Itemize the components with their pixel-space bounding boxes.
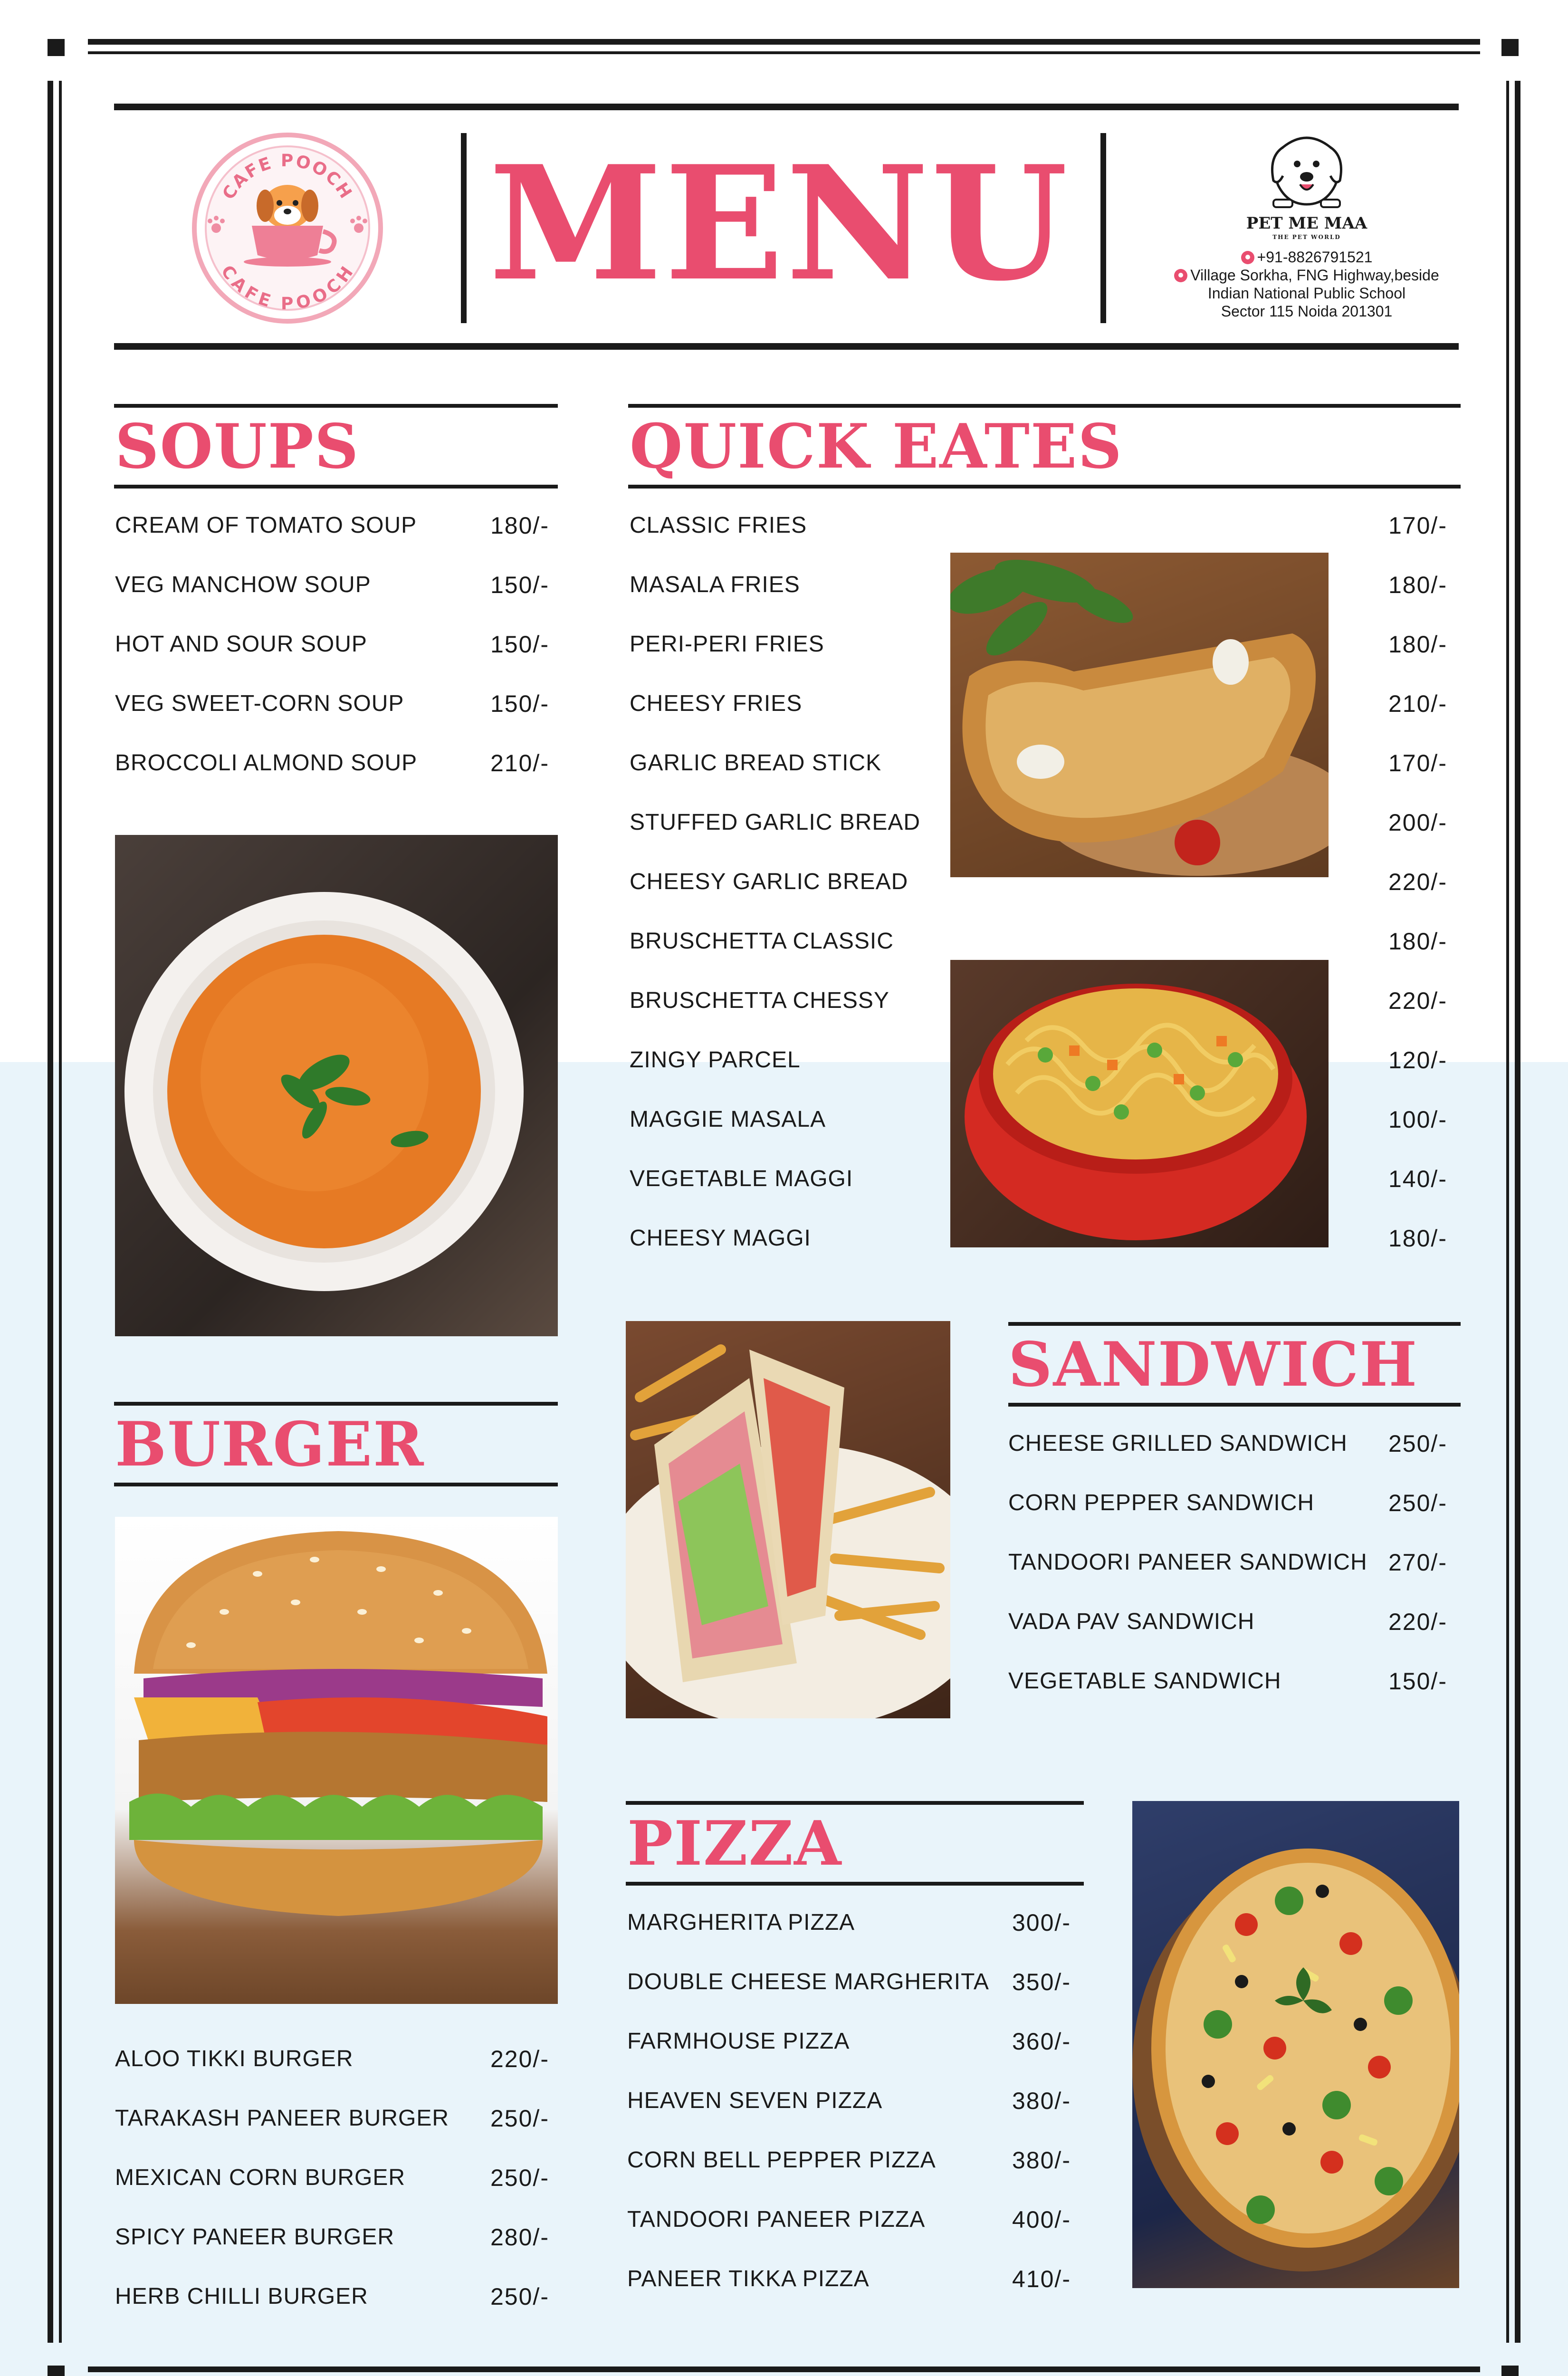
menu-item-price: 180/-	[490, 512, 549, 539]
corner-square	[1501, 2366, 1519, 2376]
menu-item-price: 250/-	[490, 2105, 549, 2132]
menu-item-name: MEXICAN CORN BURGER	[115, 2165, 406, 2190]
menu-item-price: 380/-	[1012, 2147, 1071, 2174]
menu-item-price: 400/-	[1012, 2206, 1071, 2233]
soups-title: SOUPS	[115, 411, 360, 482]
section-rule	[114, 485, 558, 489]
header-divider	[461, 133, 467, 323]
logo-text-bottom: CAFE POOCH	[217, 261, 358, 314]
garlic-bread-photo	[950, 553, 1329, 877]
menu-item-price: 180/-	[1388, 1225, 1447, 1252]
address-line	[1140, 266, 1473, 284]
menu-item-name: HERB CHILLI BURGER	[115, 2284, 368, 2309]
menu-item-price: 350/-	[1012, 1969, 1071, 1995]
menu-item-price: 120/-	[1388, 1047, 1447, 1073]
menu-item-name: TARAKASH PANEER BURGER	[115, 2106, 449, 2131]
address-line-2: Indian National Public School	[1207, 285, 1406, 302]
menu-item-price: 250/-	[490, 2165, 549, 2191]
section-rule	[628, 485, 1461, 489]
menu-item-name: GARLIC BREAD STICK	[630, 750, 882, 776]
menu-item-price: 180/-	[1388, 928, 1447, 955]
address-line-1: Village Sorkha, FNG Highway,beside	[1190, 267, 1439, 284]
corner-square	[48, 2366, 65, 2376]
quick-eates-title: QUICK EATES	[630, 411, 1123, 482]
frame-left-line	[59, 81, 62, 2343]
menu-item-name: VEGETABLE SANDWICH	[1008, 1668, 1281, 1694]
menu-title: MENU	[488, 131, 1070, 316]
menu-item-price: 250/-	[490, 2283, 549, 2310]
menu-item-name: SPICY PANEER BURGER	[115, 2224, 395, 2250]
burger-title: BURGER	[115, 1409, 425, 1480]
menu-item-name: PERI-PERI FRIES	[630, 632, 824, 657]
header-top-rule	[114, 104, 1459, 110]
menu-item-price: 220/-	[1388, 987, 1447, 1014]
phone-line	[1140, 248, 1473, 266]
menu-item-price: 180/-	[1388, 572, 1447, 598]
menu-item-name: CLASSIC FRIES	[630, 513, 807, 538]
menu-item-name: TANDOORI PANEER PIZZA	[627, 2207, 926, 2232]
partner-contact	[1140, 128, 1473, 320]
section-rule	[626, 1882, 1084, 1886]
pizza-photo	[1132, 1801, 1459, 2288]
menu-item-name: VEGETABLE MAGGI	[630, 1166, 853, 1191]
frame-top-line	[88, 51, 1480, 54]
header-bottom-rule	[114, 343, 1459, 350]
frame-top-line	[88, 39, 1480, 45]
partner-name: PET ME MAA	[1246, 214, 1367, 233]
maggi-photo	[950, 960, 1329, 1247]
menu-item-price: 250/-	[1388, 1430, 1447, 1457]
menu-item-name: CHEESY MAGGI	[630, 1226, 811, 1251]
frame-right-line	[1506, 81, 1509, 2343]
address-line-3: Sector 115 Noida 201301	[1221, 303, 1393, 320]
menu-item-price: 280/-	[490, 2224, 549, 2251]
location-pin-icon	[1174, 269, 1187, 282]
menu-item-name: BROCCOLI ALMOND SOUP	[115, 750, 418, 776]
header-divider	[1100, 133, 1106, 323]
menu-item-name: BRUSCHETTA CHESSY	[630, 988, 889, 1013]
section-rule	[114, 404, 558, 408]
menu-item-price: 210/-	[1388, 690, 1447, 717]
logo-text-top: CAFE POOCH	[219, 151, 356, 203]
menu-item-price: 300/-	[1012, 1909, 1071, 1936]
menu-item-name: MARGHERITA PIZZA	[627, 1910, 855, 1935]
menu-item-name: ZINGY PARCEL	[630, 1047, 801, 1073]
menu-item-name: TANDOORI PANEER SANDWICH	[1008, 1550, 1367, 1575]
phone-icon	[1241, 251, 1254, 264]
dog-logo-icon	[1264, 128, 1349, 209]
menu-item-price: 220/-	[1388, 869, 1447, 895]
menu-item-price: 250/-	[1388, 1490, 1447, 1516]
soup-photo	[115, 835, 558, 1336]
menu-item-name: CORN PEPPER SANDWICH	[1008, 1490, 1315, 1515]
menu-item-name: BRUSCHETTA CLASSIC	[630, 929, 894, 954]
burger-photo	[115, 1517, 558, 2004]
section-rule	[626, 1801, 1084, 1805]
menu-item-name: STUFFED GARLIC BREAD	[630, 810, 921, 835]
section-rule	[628, 404, 1461, 408]
menu-item-name: MASALA FRIES	[630, 572, 800, 597]
menu-item-price: 210/-	[490, 750, 549, 776]
sandwich-photo	[626, 1321, 950, 1718]
menu-item-price: 150/-	[490, 631, 549, 658]
menu-item-name: CHEESY FRIES	[630, 691, 803, 716]
menu-item-name: MAGGIE MASALA	[630, 1107, 826, 1132]
menu-item-name: HEAVEN SEVEN PIZZA	[627, 2088, 883, 2113]
menu-item-name: CHEESE GRILLED SANDWICH	[1008, 1431, 1348, 1456]
frame-left-line	[48, 81, 53, 2343]
menu-item-price: 410/-	[1012, 2266, 1071, 2292]
menu-item-name: HOT AND SOUR SOUP	[115, 632, 367, 657]
menu-item-price: 100/-	[1388, 1106, 1447, 1133]
menu-item-name: CORN BELL PEPPER PIZZA	[627, 2147, 936, 2173]
corner-square	[1501, 39, 1519, 56]
menu-item-name: FARMHOUSE PIZZA	[627, 2029, 850, 2054]
section-rule	[114, 1483, 558, 1486]
menu-item-price: 140/-	[1388, 1166, 1447, 1192]
menu-item-price: 270/-	[1388, 1549, 1447, 1576]
section-rule	[114, 1402, 558, 1406]
menu-item-price: 380/-	[1012, 2088, 1071, 2114]
partner-tagline: THE PET WORLD	[1272, 234, 1341, 240]
frame-right-line	[1515, 81, 1520, 2343]
menu-item-name: PANEER TIKKA PIZZA	[627, 2266, 870, 2291]
menu-item-name: CREAM OF TOMATO SOUP	[115, 513, 417, 538]
sandwich-title: SANDWICH	[1008, 1329, 1418, 1400]
section-rule	[1008, 1322, 1461, 1326]
phone-number: +91-8826791521	[1257, 249, 1373, 266]
menu-item-price: 360/-	[1012, 2028, 1071, 2055]
frame-bottom-line	[88, 2366, 1480, 2372]
menu-item-name: ALOO TIKKI BURGER	[115, 2046, 354, 2071]
menu-item-price: 200/-	[1388, 809, 1447, 836]
menu-item-price: 150/-	[490, 572, 549, 598]
section-rule	[1008, 1403, 1461, 1407]
menu-item-name: VEG SWEET-CORN SOUP	[115, 691, 404, 716]
menu-item-name: CHEESY GARLIC BREAD	[630, 869, 908, 894]
cafe-pooch-logo	[190, 131, 385, 326]
menu-item-price: 170/-	[1388, 750, 1447, 776]
corner-square	[48, 39, 65, 56]
menu-item-price: 220/-	[1388, 1609, 1447, 1635]
menu-item-name: VADA PAV SANDWICH	[1008, 1609, 1255, 1634]
pizza-title: PIZZA	[627, 1808, 842, 1879]
menu-item-price: 170/-	[1388, 512, 1447, 539]
menu-item-price: 150/-	[490, 690, 549, 717]
menu-item-name: VEG MANCHOW SOUP	[115, 572, 371, 597]
menu-item-price: 220/-	[490, 2046, 549, 2072]
menu-item-name: DOUBLE CHEESE MARGHERITA	[627, 1969, 989, 1994]
menu-item-price: 180/-	[1388, 631, 1447, 658]
menu-item-price: 150/-	[1388, 1668, 1447, 1695]
